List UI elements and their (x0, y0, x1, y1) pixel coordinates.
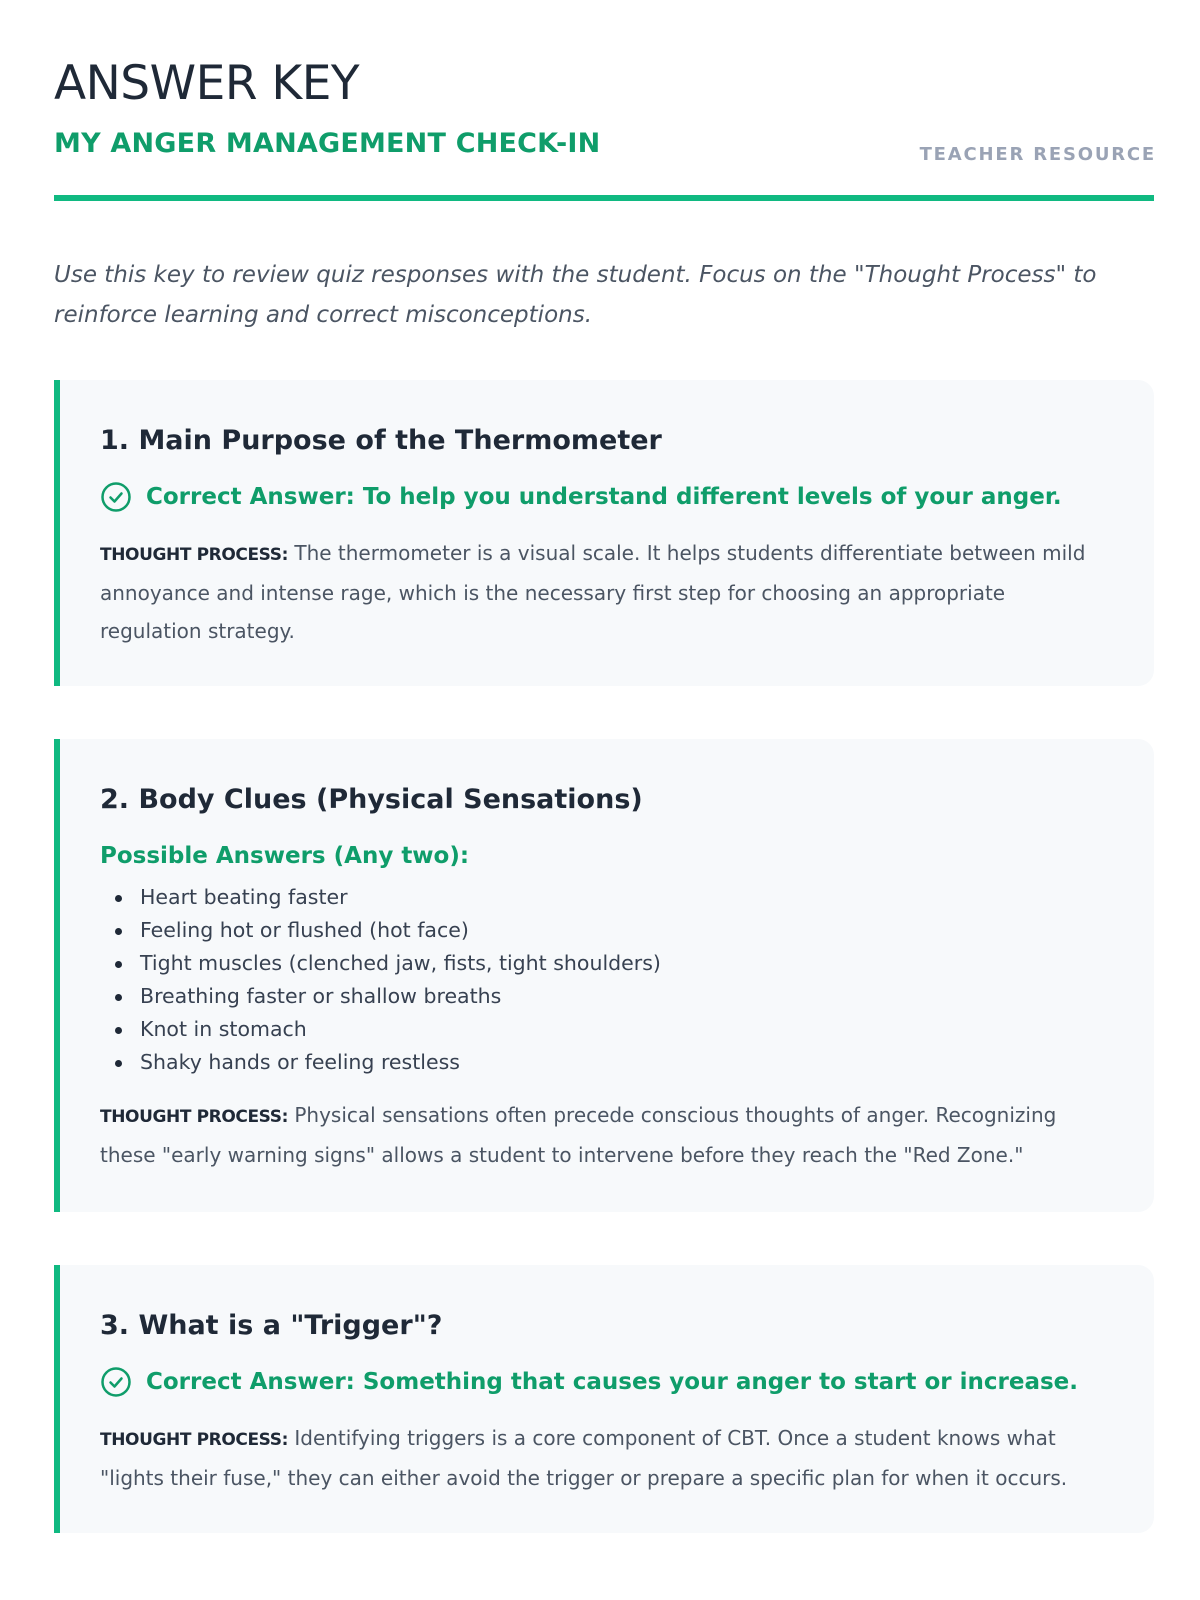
question-card-3 (54, 1265, 1154, 1533)
page-header (54, 56, 1154, 202)
possible-answers-label: Possible Answers (Any two): (100, 843, 470, 869)
list-item: Feeling hot or flushed (hot face) (100, 914, 661, 947)
check-circle-icon (100, 481, 132, 513)
header-divider (54, 195, 1154, 201)
thought-process (100, 1419, 1110, 1497)
question-title: 1. Main Purpose of the Thermometer (100, 425, 662, 456)
page-subtitle: MY ANGER MANAGEMENT CHECK-IN (54, 128, 601, 159)
page-title: ANSWER KEY (54, 56, 360, 111)
list-item: Breathing faster or shallow breaths (100, 980, 661, 1013)
thought-process-label: THOUGHT PROCESS: (100, 1107, 288, 1127)
question-title: 3. What is a "Trigger"? (100, 1310, 443, 1341)
check-circle-icon (100, 1366, 132, 1398)
question-card-2 (54, 739, 1154, 1212)
correct-answer-text: Correct Answer: Something that causes your anger to start or increase. (146, 1369, 1079, 1395)
question-card-1 (54, 380, 1154, 686)
correct-answer (100, 1366, 1078, 1398)
intro-text: Use this key to review quiz responses with the student. Focus on the "Thought Process" to reinforce learning and correct misconceptions. (54, 262, 1097, 328)
list-item: Shaky hands or feeling restless (100, 1046, 661, 1079)
thought-process-text: Physical sensations often precede conscious thoughts of anger. Recognizing these "early warning signs" allows a student to intervene before they reach the "Red Zone." (100, 1103, 1057, 1167)
teacher-resource-label: TEACHER RESOURCE (919, 144, 1156, 165)
correct-answer-text: Correct Answer: To help you understand different levels of your anger. (146, 484, 1062, 510)
thought-process (100, 1096, 1110, 1174)
thought-process-label: THOUGHT PROCESS: (100, 1430, 288, 1450)
list-item: Tight muscles (clenched jaw, fists, tight shoulders) (100, 947, 661, 980)
thought-process-text: The thermometer is a visual scale. It helps students differentiate between mild annoyance and intense rage, which is the necessary first step for choosing an appropriate regulation strategy. (100, 541, 1086, 643)
correct-answer (100, 481, 1062, 513)
thought-process-text: Identifying triggers is a core component of CBT. Once a student knows what "lights their fuse," they can either avoid the trigger or prepare a specific plan for when it occurs. (100, 1426, 1068, 1490)
possible-answers-list (100, 881, 661, 1079)
thought-process-label: THOUGHT PROCESS: (100, 545, 288, 565)
thought-process (100, 534, 1110, 650)
question-title: 2. Body Clues (Physical Sensations) (100, 784, 643, 815)
list-item: Heart beating faster (100, 881, 661, 914)
list-item: Knot in stomach (100, 1013, 661, 1046)
